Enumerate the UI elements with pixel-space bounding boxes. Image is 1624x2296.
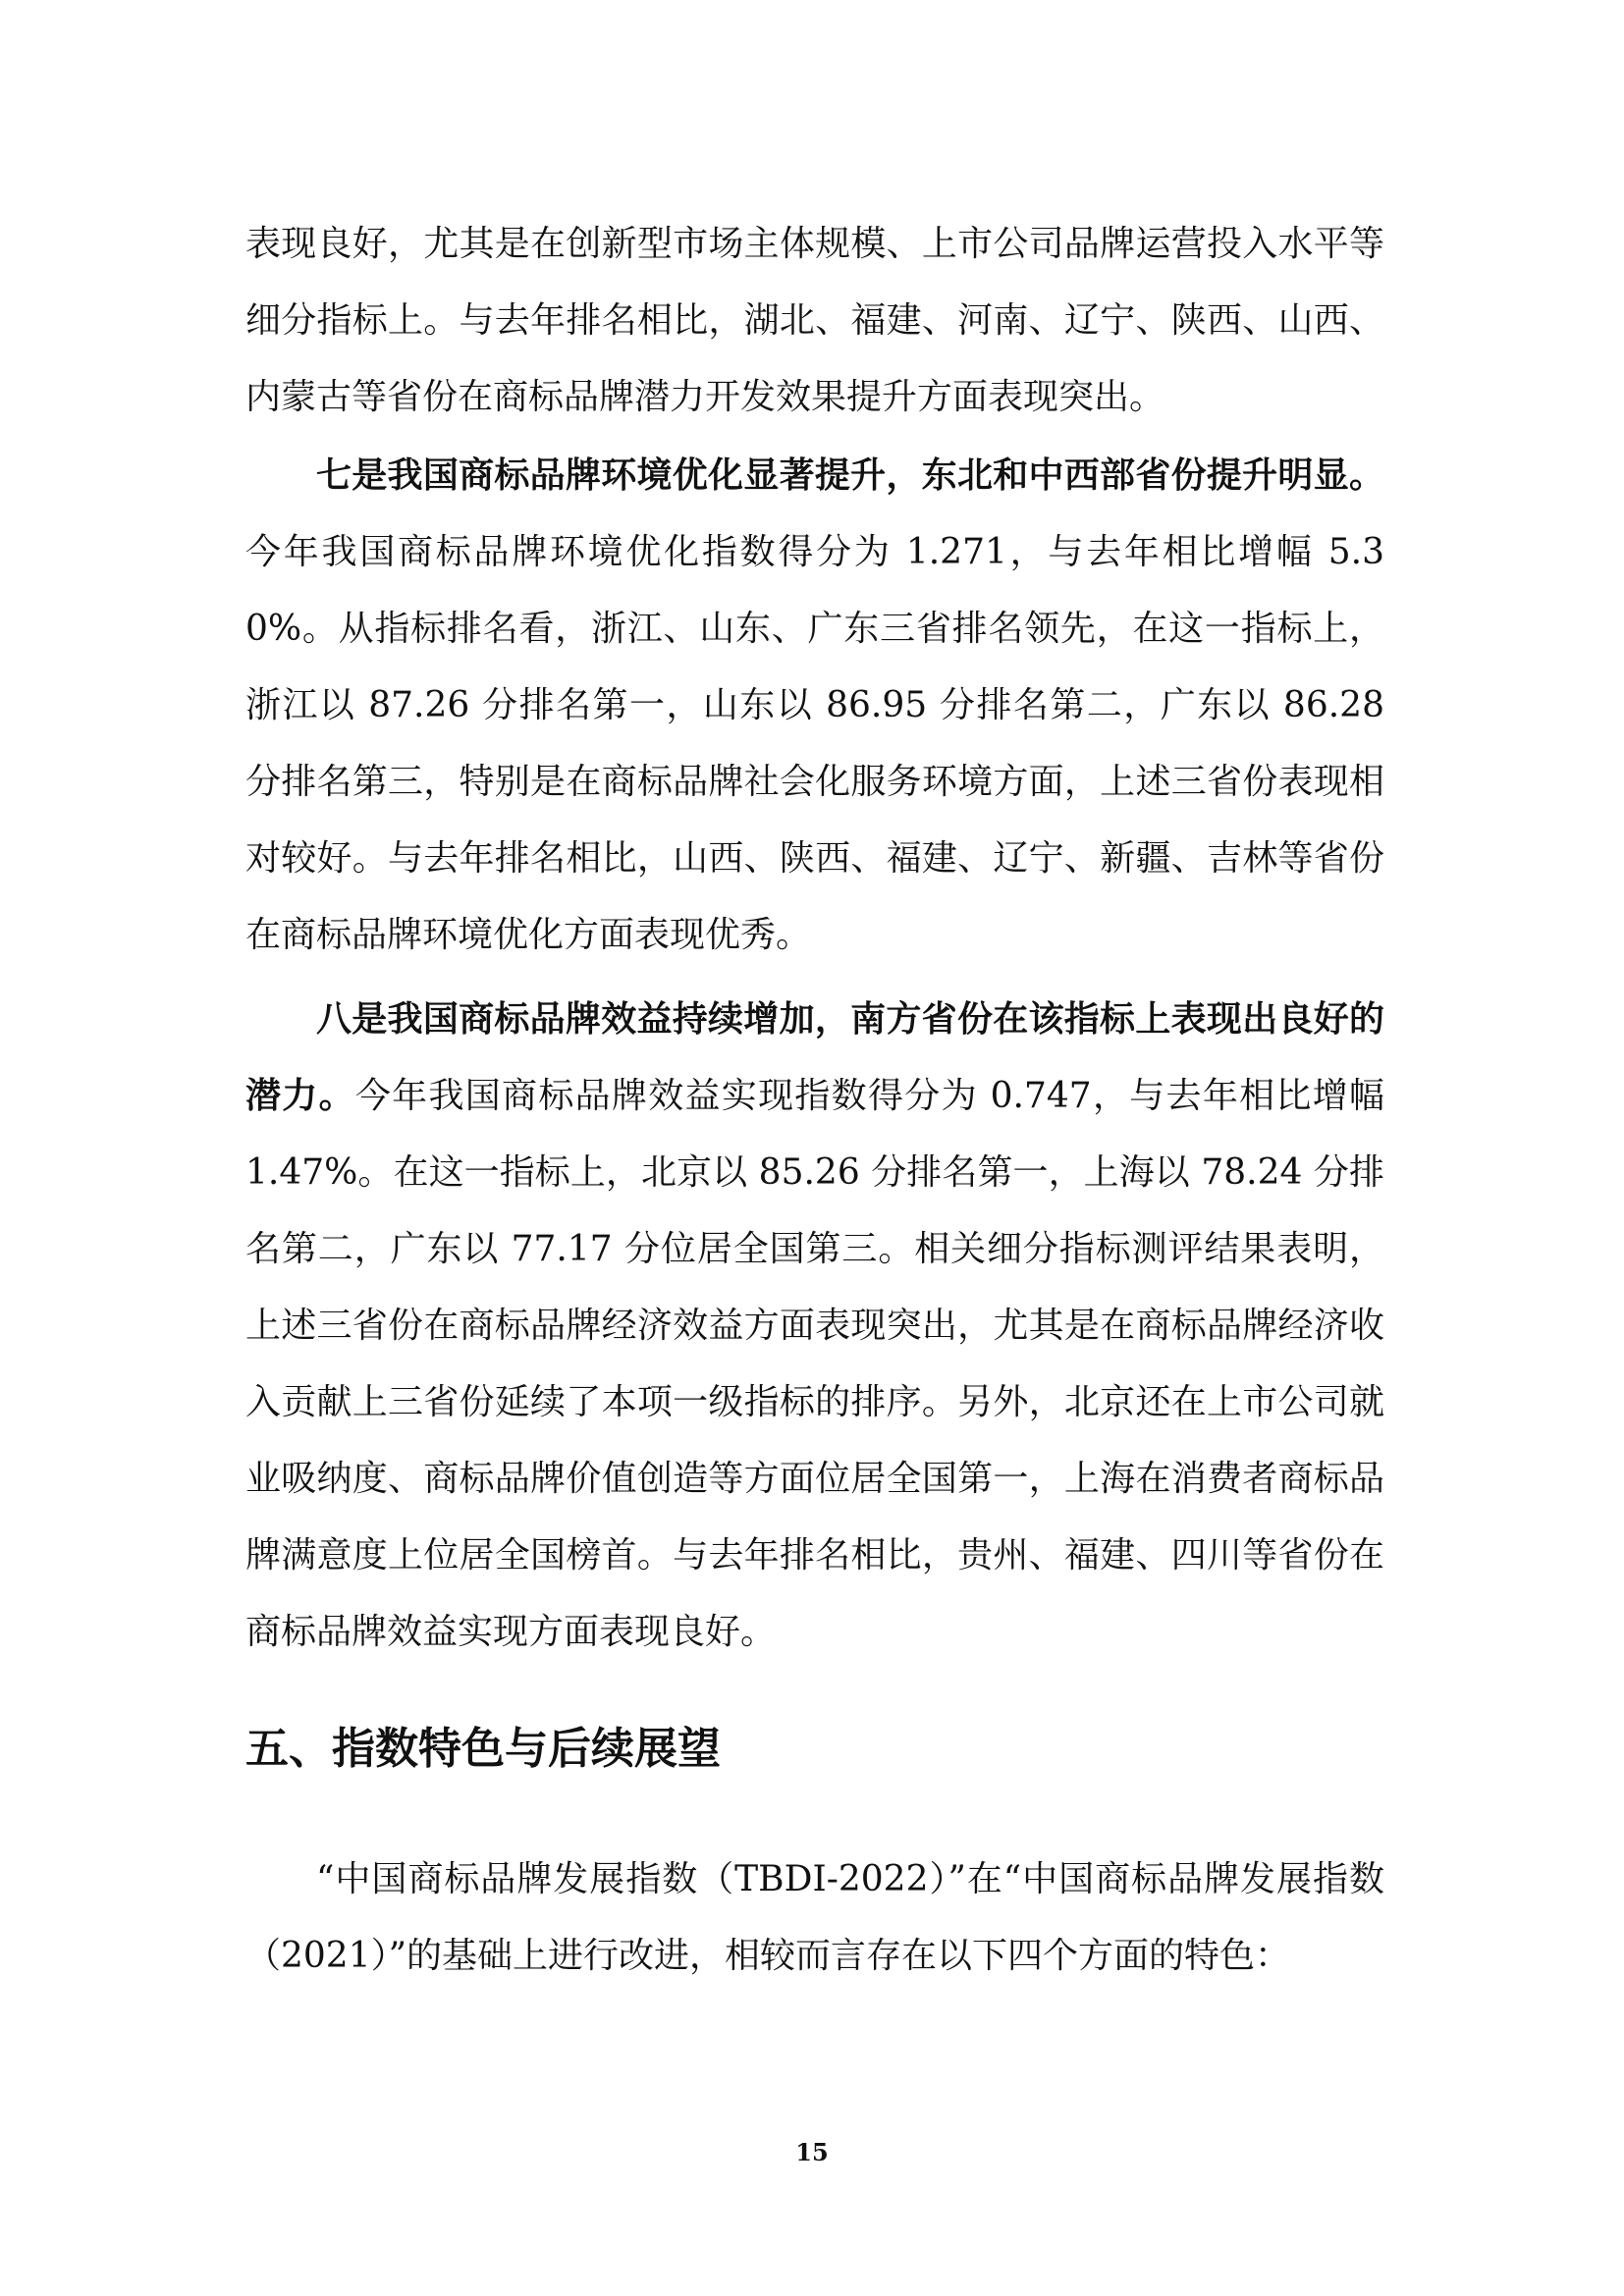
paragraph-body: 今年我国商标品牌效益实现指数得分为 0.747，与去年相比增幅 1.47%。在这一指标上，北京以 85.26 分排名第一，上海以 78.24 分排名第二，广东以 77.17 分位居全国第三。相关细分指标测评结果表明，上述三省份在商标品牌经济效益方面表现突出，尤其是在商标品牌经济收入贡献上三省份延续了本项一级指标的排序。另外，北京还在上市公司就业吸纳度、商标品牌价值创造等方面位居全国第一，上海在消费者商标品牌满意度上位居全国榜首。与去年排名相比，贵州、福建、四川等省份在商标品牌效益实现方面表现良好。 [245, 1076, 1384, 1652]
paragraph-potential-development: 表现良好，尤其是在创新型市场主体规模、上市公司品牌运营投入水平等细分指标上。与去年排名相比，湖北、福建、河南、辽宁、陕西、山西、内蒙古等省份在商标品牌潜力开发效果提升方面表现突出。 [245, 224, 1384, 417]
paragraph-lead-bold: 七是我国商标品牌环境优化显著提升，东北和中西部省份提升明显。 [316, 455, 1384, 496]
paragraph-index-features: “中国商标品牌发展指数（TBDI-2022）”在“中国商标品牌发展指数（2021）”的基础上进行改进，相较而言存在以下四个方面的特色： [245, 1859, 1384, 1976]
paragraph-body: 今年我国商标品牌环境优化指数得分为 1.271，与去年相比增幅 5.30%。从指标排名看，浙江、山东、广东三省排名领先，在这一指标上，浙江以 87.26 分排名第一，山东以 86.95 分排名第二，广东以 86.28 分排名第三，特别是在商标品牌社会化服务环境方面，上述三省份表现相对较好。与去年排名相比，山西、陕西、福建、辽宁、新疆、吉林等省份在商标品牌环境优化方面表现优秀。 [245, 532, 1384, 955]
paragraph-environment-optimization [245, 438, 1384, 974]
paragraph-lead-bold: 八是我国商标品牌效益持续增加，南方省份在该指标上表现出良好的潜力。 [245, 999, 1384, 1116]
section-heading: 五、指数特色与后续展望 [245, 1724, 721, 1774]
paragraph-benefit-realization [245, 982, 1384, 1671]
page-number: 15 [795, 2138, 829, 2166]
